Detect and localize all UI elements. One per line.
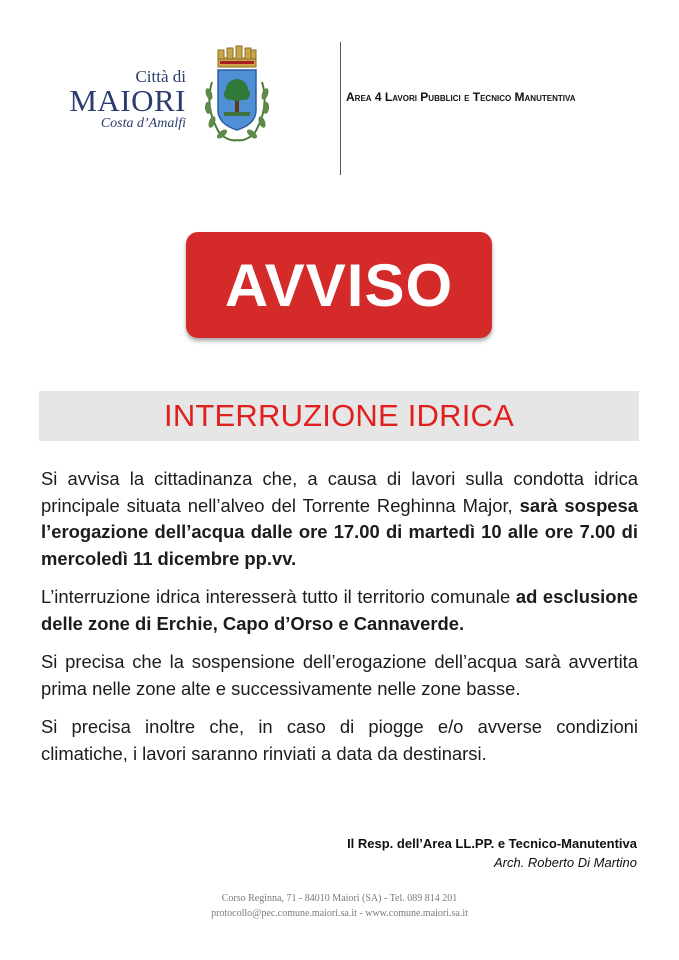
paragraph-4: Si precisa inoltre che, in caso di piogge e/o avverse condizioni climatiche, i lavori saranno rinviati a data da destinarsi. xyxy=(41,716,638,764)
city-subtitle: Costa d’Amalfi xyxy=(100,116,186,131)
paragraph-2-text: L’interruzione idrica interesserà tutto il territorio comunale xyxy=(41,586,516,607)
department-label: Area 4 Lavori Pubblici e Tecnico Manutentiva xyxy=(346,90,576,104)
city-logo-text xyxy=(62,68,186,132)
coat-of-arms-icon xyxy=(198,44,276,148)
notice-badge xyxy=(186,232,492,338)
paragraph-3: Si precisa che la sospensione dell’erogazione dell’acqua sarà avvertita prima nelle zone alte e successivamente nelle zone basse. xyxy=(41,651,638,699)
subject-banner xyxy=(39,391,639,441)
footer-address: Corso Reginna, 71 - 84010 Maiori (SA) - Tel. 089 814 201 xyxy=(221,893,458,904)
paragraph-2 xyxy=(41,584,638,637)
footer-contacts: protocollo@pec.comune.maiori.sa.it - www.comune.maiori.sa.it xyxy=(211,908,468,919)
notice-title: AVVISO xyxy=(224,251,454,319)
notice-subject: INTERRUZIONE IDRICA xyxy=(164,398,514,433)
signature-role: Il Resp. dell’Area LL.PP. e Tecnico-Manutentiva xyxy=(347,836,637,851)
paragraph-1-bold: sarà sospesa l’erogazione dell’acqua dalle ore 17.00 di martedì 10 alle ore 7.00 di mercoledì 11 dicembre pp.vv. xyxy=(41,494,638,569)
city-name: MAIORI xyxy=(69,83,186,118)
paragraph-1 xyxy=(41,466,638,572)
header-divider xyxy=(340,42,341,175)
paragraph-1-text: Si avvisa la cittadinanza che, a causa di lavori sulla condotta idrica principale situata nell’alveo del Torrente Reghinna Major, xyxy=(41,468,638,516)
signature-name: Arch. Roberto Di Martino xyxy=(493,855,637,870)
paragraph-2-bold: ad esclusione delle zone di Erchie, Capo d’Orso e Cannaverde. xyxy=(41,586,638,634)
city-prefix: Città di xyxy=(135,67,186,86)
notice-body xyxy=(41,466,638,779)
